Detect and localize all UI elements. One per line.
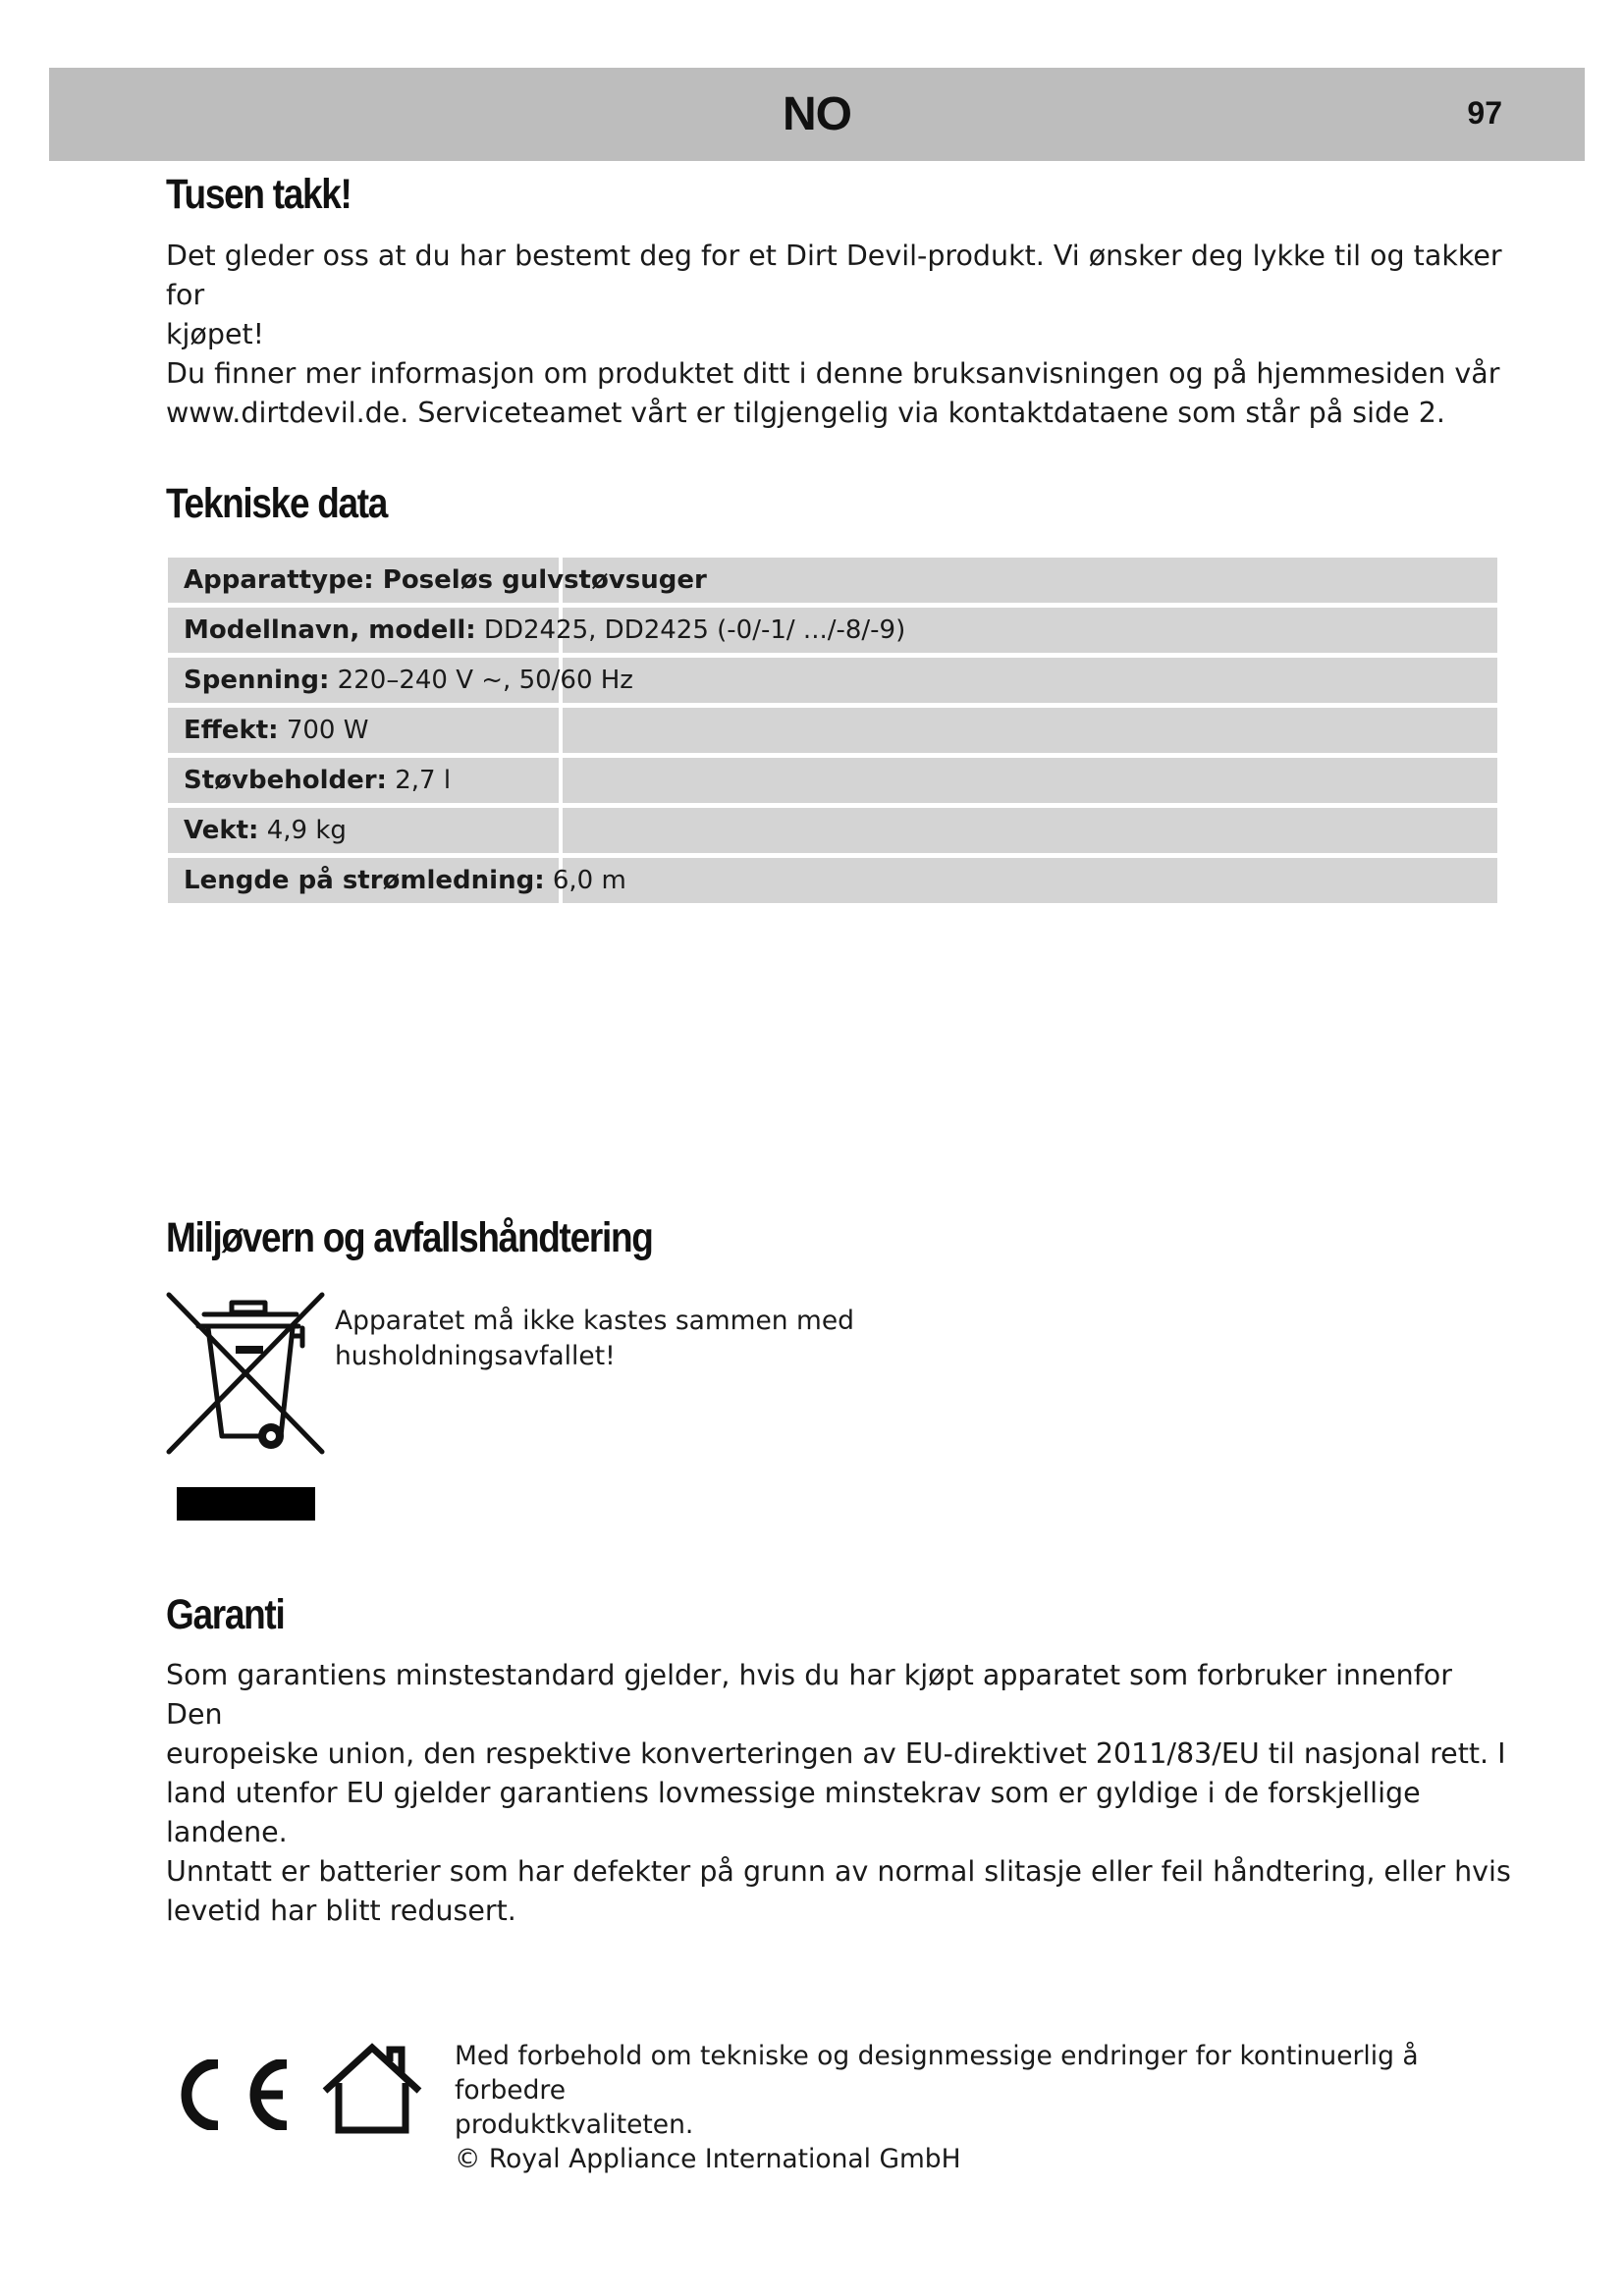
warranty-paragraph: [166, 1656, 1511, 1931]
spec-row: [168, 608, 1501, 658]
spec-cell: [168, 658, 633, 708]
spec-cell: [168, 808, 563, 858]
spec-label: Vekt:: [184, 816, 259, 845]
heading-technical-data: Tekniske data: [166, 480, 388, 527]
spec-row: [168, 758, 1501, 808]
intro-paragraph: [166, 237, 1511, 433]
spec-cell-empty: [563, 858, 1501, 908]
intro-line: Du finner mer informasjon om produktet ditt i denne bruksanvisningen og på hjemmesiden vår: [166, 357, 1500, 390]
weee-black-bar: [177, 1487, 315, 1521]
disposal-line: Apparatet må ikke kastes sammen med: [335, 1306, 854, 1336]
language-code: NO: [783, 88, 851, 140]
crossed-out-wheelie-bin-icon: [165, 1289, 328, 1461]
intro-line: www.dirtdevil.de. Serviceteamet vårt er tilgjengelig via kontaktdataene som står på side 2.: [166, 397, 1445, 429]
warranty-line: land utenfor EU gjelder garantiens lovmessige minstekrav som er gyldige i de forskjellige landene.: [166, 1777, 1421, 1848]
intro-line: Det gleder oss at du har bestemt deg for et Dirt Devil-produkt. Vi ønsker deg lykke til og takker for: [166, 240, 1502, 311]
spec-value: 4,9 kg: [258, 816, 347, 845]
heading-thanks: Tusen takk!: [166, 171, 352, 218]
ce-mark-icon: [165, 2059, 293, 2130]
spec-label: Lengde på strømledning:: [184, 866, 545, 895]
heading-warranty: Garanti: [166, 1591, 285, 1638]
spec-row: [168, 708, 1501, 758]
spec-row: [168, 558, 1501, 608]
footer-line: © Royal Appliance International GmbH: [455, 2144, 961, 2174]
warranty-line: europeiske union, den respektive konverteringen av EU-direktivet 2011/83/EU til nasjonal rett. I: [166, 1737, 1506, 1770]
spec-cell-empty: [563, 658, 1501, 708]
spec-cell-empty: [563, 708, 1501, 758]
spec-cell: [168, 558, 707, 608]
spec-cell: [168, 708, 563, 758]
disposal-notice: [335, 1304, 885, 1374]
spec-value: 2,7 l: [386, 766, 452, 795]
footer-line: produktkvaliteten.: [455, 2109, 694, 2140]
spec-value: 220–240 V ~, 50/60 Hz: [329, 666, 633, 695]
spec-value: 700 W: [278, 716, 369, 745]
footer-line: Med forbehold om tekniske og designmessige endringer for kontinuerlig å forbedre: [455, 2041, 1419, 2106]
heading-environment: Miljøvern og avfallshåndtering: [166, 1214, 653, 1261]
intro-line: kjøpet!: [166, 318, 265, 350]
page-number: 97: [1467, 95, 1502, 131]
spec-value: DD2425, DD2425 (-0/-1/ .../-8/-9): [475, 615, 906, 645]
spec-label: Effekt:: [184, 716, 279, 745]
spec-row: [168, 658, 1501, 708]
spec-row: [168, 808, 1501, 858]
spec-cell: [168, 608, 906, 658]
spec-label: Støvbeholder:: [184, 766, 387, 795]
technical-data-table: [168, 558, 1501, 908]
page-header-bar: [49, 68, 1585, 161]
spec-label: Apparattype: Poseløs gulvstøvsuger: [184, 565, 707, 595]
spec-value: 6,0 m: [544, 866, 626, 895]
spec-cell: [168, 758, 563, 808]
spec-row: [168, 858, 1501, 908]
spec-label: Spenning:: [184, 666, 330, 695]
warranty-line: levetid har blitt redusert.: [166, 1895, 516, 1927]
disposal-line: husholdningsavfallet!: [335, 1341, 616, 1371]
warranty-line: Unntatt er batterier som har defekter på grunn av normal slitasje eller feil håndtering, eller hvis: [166, 1855, 1511, 1888]
spec-cell-empty: [563, 758, 1501, 808]
spec-cell-empty: [563, 808, 1501, 858]
indoor-use-house-icon: [321, 2040, 423, 2136]
warranty-line: Som garantiens minstestandard gjelder, hvis du har kjøpt apparatet som forbruker innenfor Den: [166, 1659, 1452, 1731]
spec-cell: [168, 858, 626, 908]
spec-label: Modellnavn, modell:: [184, 615, 476, 645]
footer-notice: [455, 2039, 1535, 2176]
